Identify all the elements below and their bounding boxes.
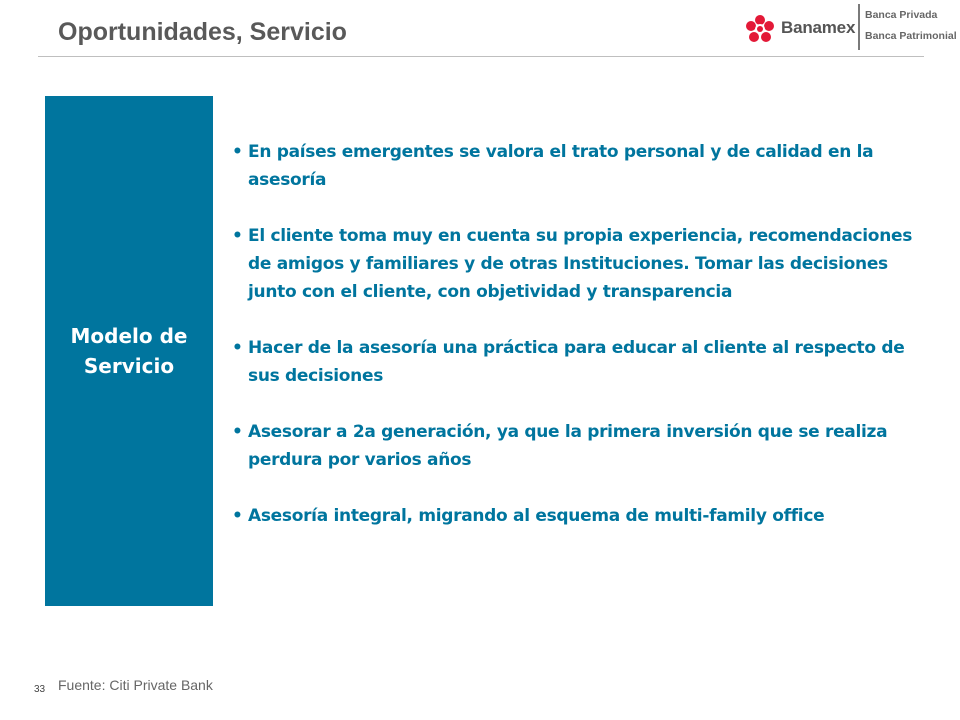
logo-line-2: Banca Patrimonial [865,30,957,42]
logo-line-1: Banca Privada [865,9,938,21]
bullet-item [230,222,920,306]
page-number: 33 [34,684,46,695]
bullet-text: Asesorar a 2a generación, ya que la primera inversión que se realiza perdura por varios años [248,422,888,470]
bullet-text: El cliente toma muy en cuenta su propia experiencia, recomendaciones de amigos y familiares y de otras Instituciones. Tomar las decisiones junto con el cliente, con objetividad y transparencia [248,226,913,302]
banamex-logo [745,4,955,52]
slide-title: Oportunidades, Servicio [58,18,347,46]
bullet-dot-icon: • [232,226,243,246]
logo-divider [858,4,860,50]
side-panel-label: Modelo de Servicio [70,324,188,378]
title-divider [38,56,924,57]
bullet-text: En países emergentes se valora el trato personal y de calidad en la asesoría [248,142,874,190]
bullet-dot-icon: • [232,142,243,162]
bullet-list [230,138,920,558]
bullet-item [230,334,920,390]
bullet-text: Asesoría integral, migrando al esquema de multi-family office [248,506,825,526]
side-panel [45,96,213,606]
bullet-dot-icon: • [232,422,243,442]
bullet-item [230,502,920,530]
bullet-item [230,418,920,474]
source-note: Fuente: Citi Private Bank [58,677,213,693]
bullet-dot-icon: • [232,338,243,358]
bullet-dot-icon: • [232,506,243,526]
bullet-item [230,138,920,194]
banamex-flower-icon [745,14,775,44]
bullet-text: Hacer de la asesoría una práctica para educar al cliente al respecto de sus decisiones [248,338,905,386]
logo-brand-text: Banamex [781,18,856,37]
